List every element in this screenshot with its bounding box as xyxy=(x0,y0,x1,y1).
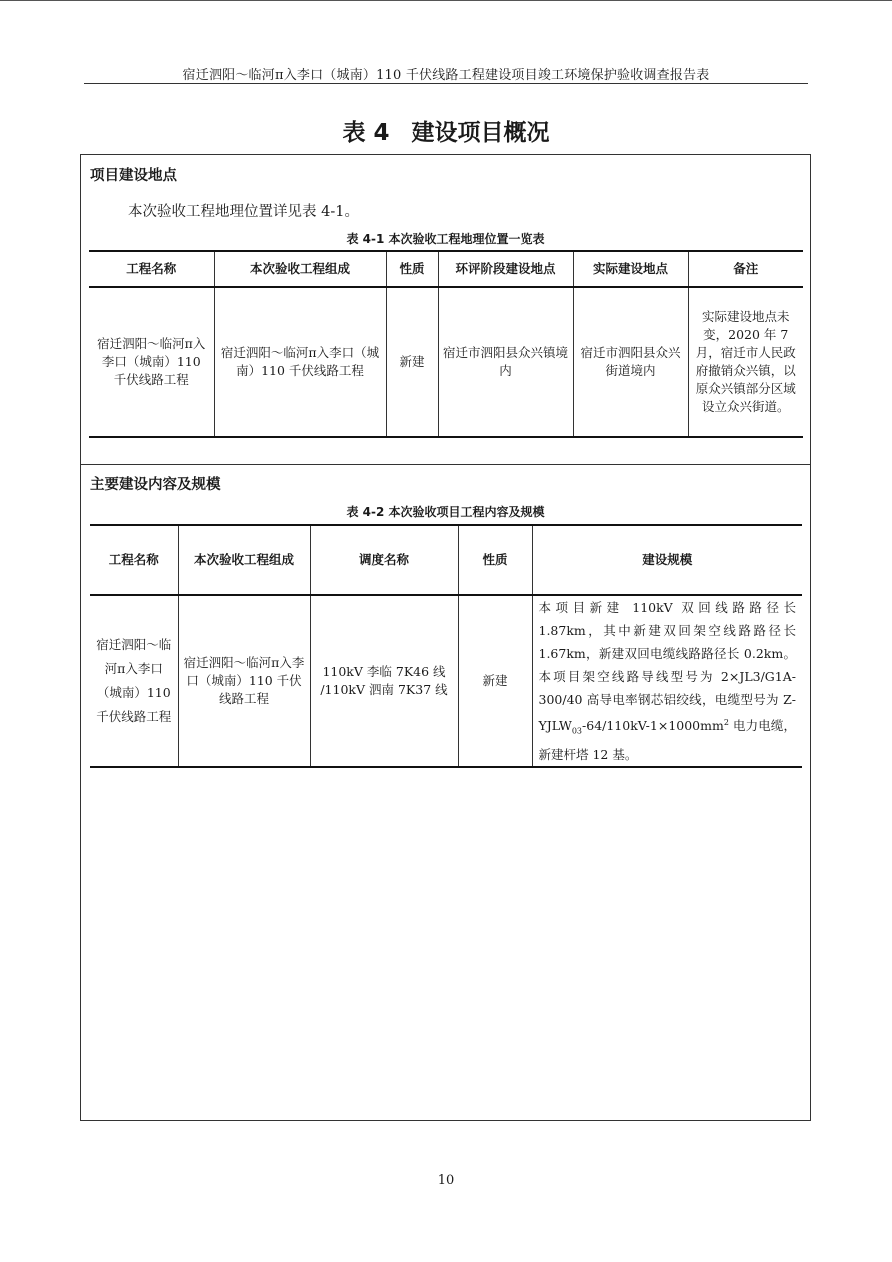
location-intro: 本次验收工程地理位置详见表 4-1。 xyxy=(128,204,359,220)
cell-dispatch-name xyxy=(310,595,458,767)
col-header: 实际建设地点 xyxy=(573,251,688,287)
cell-composition: 宿迁泗阳～临河π入李口（城南）110 千伏线路工程 xyxy=(214,287,386,437)
dispatch-line-1: 110kV 李临 7K46 线 xyxy=(322,663,446,679)
col-header: 环评阶段建设地点 xyxy=(438,251,573,287)
header-rule xyxy=(84,83,808,84)
col-header: 工程名称 xyxy=(90,525,178,595)
scale-text-1: 本项目新建 110kV 双回线路路径长 1.87km，其中新建双回架空线路路径长 1.67km，新建双回电缆线路路径长 0.2km。本项目架空线路导线型号为 2×JL3/G1A-300/40 高导电率钢芯铝绞线，电缆型号为 Z-YJLW xyxy=(538,600,796,734)
scale-superscript: 2 xyxy=(723,718,729,727)
scale-subscript: 03 xyxy=(571,726,583,736)
cell-actual-location: 宿迁市泗阳县众兴街道境内 xyxy=(573,287,688,437)
cell-construction-scale xyxy=(532,595,802,767)
table-header-row xyxy=(90,525,802,595)
scale-text-3: 电力电缆，新建杆塔 12 基。 xyxy=(538,718,796,762)
col-header: 本次验收工程组成 xyxy=(178,525,310,595)
page-title xyxy=(0,114,892,147)
cell-eia-location: 宿迁市泗阳县众兴镇境内 xyxy=(438,287,573,437)
col-header: 工程名称 xyxy=(89,251,214,287)
col-header: 调度名称 xyxy=(310,525,458,595)
cell-nature: 新建 xyxy=(458,595,532,767)
running-header: 宿迁泗阳～临河π入李口（城南）110 千伏线路工程建设项目竣工环境保护验收调查报告表 xyxy=(182,68,710,83)
col-header: 本次验收工程组成 xyxy=(214,251,386,287)
cell-nature: 新建 xyxy=(386,287,438,437)
table-4-2-caption: 表 4-2 本次验收项目工程内容及规模 xyxy=(346,505,545,519)
section-heading-scale: 主要建设内容及规模 xyxy=(90,477,221,493)
col-header: 性质 xyxy=(386,251,438,287)
cell-project-name: 宿迁泗阳～临河π入李口（城南）110 千伏线路工程 xyxy=(90,595,178,767)
table-4-2 xyxy=(90,524,802,768)
table-4-1-caption: 表 4-1 本次验收工程地理位置一览表 xyxy=(346,232,545,246)
scale-text-2: -64/110kV-1×1000mm xyxy=(582,718,724,734)
title-prefix: 表 4 xyxy=(342,120,390,146)
cell-composition: 宿迁泗阳～临河π入李口（城南）110 千伏线路工程 xyxy=(178,595,310,767)
title-text: 建设项目概况 xyxy=(411,120,550,146)
col-header: 性质 xyxy=(458,525,532,595)
cell-remark: 实际建设地点未变，2020 年 7 月，宿迁市人民政府撤销众兴镇，以原众兴镇部分区域设立众兴街道。 xyxy=(688,287,803,437)
section-heading-location: 项目建设地点 xyxy=(90,168,177,184)
col-header: 建设规模 xyxy=(532,525,802,595)
table-4-1 xyxy=(89,250,803,438)
table-header-row xyxy=(89,251,803,287)
dispatch-line-2: /110kV 泗南 7K37 线 xyxy=(320,681,448,697)
table-row xyxy=(90,595,802,767)
col-header: 备注 xyxy=(688,251,803,287)
section-divider xyxy=(80,464,811,465)
table-row xyxy=(89,287,803,437)
cell-project-name: 宿迁泗阳～临河π入李口（城南）110 千伏线路工程 xyxy=(89,287,214,437)
page-top-border xyxy=(0,0,892,1)
page-number: 10 xyxy=(437,1173,455,1188)
